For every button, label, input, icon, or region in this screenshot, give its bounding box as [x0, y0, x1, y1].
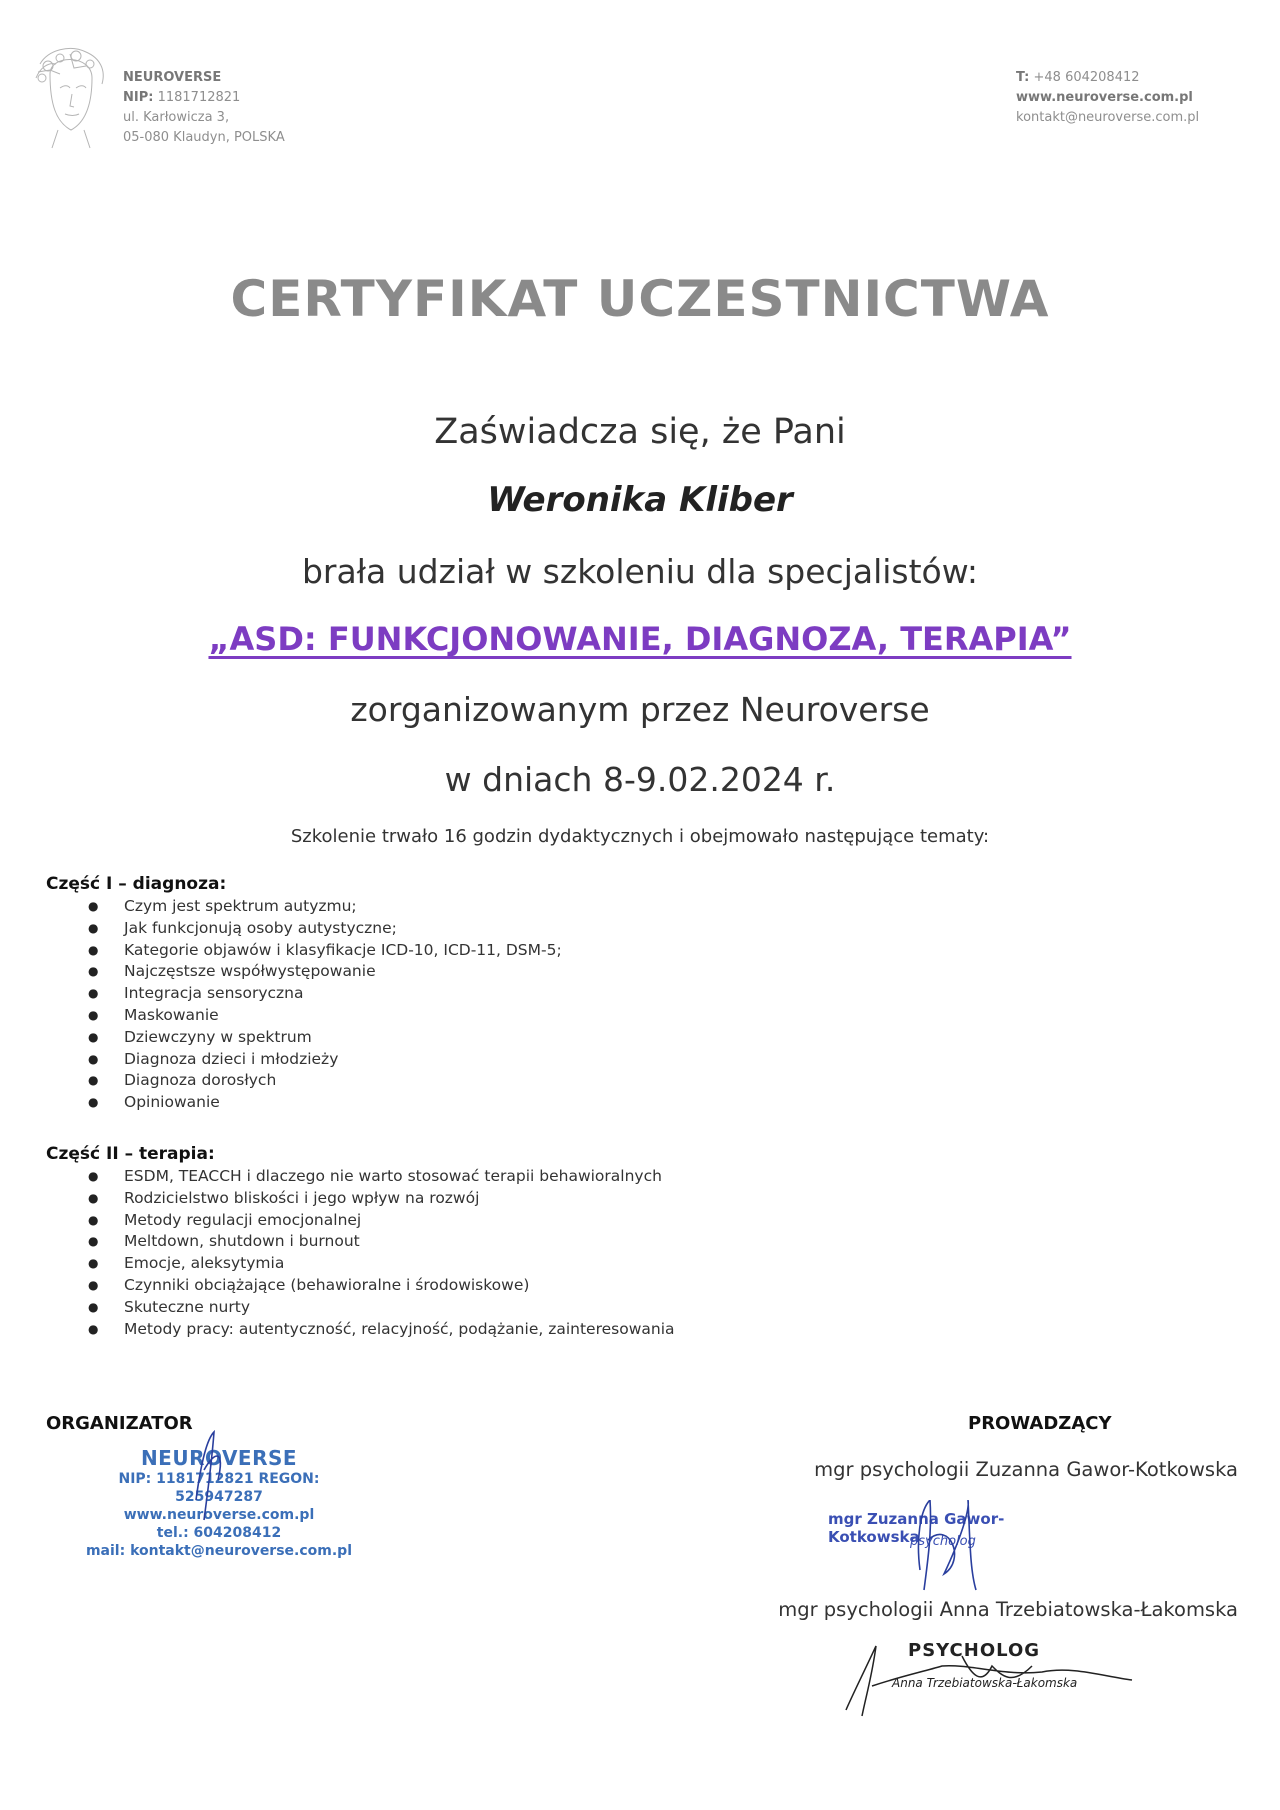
- bullet-icon: ●: [88, 986, 99, 1001]
- bullet-icon: ●: [88, 1073, 99, 1088]
- participant-name: Weronika Kliber: [487, 480, 793, 520]
- participation-line: brała udział w szkoleniu dla specjalistów:: [301, 552, 979, 591]
- stamp-line: mail: kontakt@neuroverse.com.pl: [85, 1543, 353, 1559]
- contact-email[interactable]: kontakt@neuroverse.com.pl: [1016, 110, 1200, 125]
- part-1-section: [46, 874, 946, 1114]
- list-item: ● Czynniki obciążające (behawioralne i środowiskowe): [46, 1275, 946, 1297]
- bullet-icon: ●: [88, 1051, 99, 1066]
- lead-2-stamp: [842, 1636, 1162, 1736]
- certificate-title: CERTYFIKAT UCZESTNICTWA: [230, 270, 1050, 328]
- course-title: „ASD: FUNKCJONOWANIE, DIAGNOZA, TERAPIA”: [208, 620, 1072, 658]
- summary-line: Szkolenie trwało 16 godzin dydaktycznych i obejmowało następujące tematy:: [290, 826, 990, 847]
- company-nip: NIP: 1181712821: [123, 90, 241, 105]
- bullet-icon: ●: [88, 1256, 99, 1271]
- bullet-icon: ●: [88, 1169, 99, 1183]
- bullet-icon: ●: [88, 1299, 99, 1314]
- list-item: ● Diagnoza dzieci i młodzieży: [46, 1049, 946, 1071]
- bullet-icon: ●: [88, 1212, 99, 1227]
- bullet-icon: ●: [88, 1321, 99, 1336]
- bullet-icon: ●: [88, 1190, 99, 1205]
- list-item: ● Opiniowanie: [46, 1092, 946, 1114]
- bullet-icon: ●: [88, 1029, 99, 1044]
- list-item: ● ESDM, TEACCH i dlaczego nie warto stosować terapii behawioralnych: [46, 1166, 946, 1188]
- topic-list: [46, 1166, 946, 1340]
- bullet-icon: ●: [88, 920, 99, 935]
- stamp-line: www.neuroverse.com.pl: [123, 1507, 315, 1523]
- bullet-icon: ●: [88, 1234, 99, 1249]
- part-2-section: [46, 1144, 946, 1340]
- list-item: ● Czym jest spektrum autyzmu;: [46, 896, 946, 918]
- dates-line: w dniach 8-9.02.2024 r.: [444, 760, 836, 799]
- company-name: NEUROVERSE: [123, 70, 222, 85]
- lead-1-signature-icon: [820, 1500, 1080, 1600]
- lead-1-stamp: [820, 1500, 1080, 1600]
- neuroverse-logo-icon: [30, 44, 112, 150]
- organizer-label: ORGANIZATOR: [46, 1413, 193, 1434]
- bullet-icon: ●: [88, 1095, 99, 1110]
- attestation-line: Zaświadcza się, że Pani: [434, 412, 846, 452]
- list-item: ● Kategorie objawów i klasyfikacje ICD-10, ICD-11, DSM-5;: [46, 940, 946, 962]
- company-info: [123, 68, 285, 148]
- list-item: ● Najczęstsze współwystępowanie: [46, 961, 946, 983]
- list-item: ● Integracja sensoryczna: [46, 983, 946, 1005]
- list-item: ● Dziewczyny w spektrum: [46, 1027, 946, 1049]
- list-item: ● Emocje, aleksytymia: [46, 1253, 946, 1275]
- organizer-line: zorganizowanym przez Neuroverse: [350, 690, 930, 729]
- stamp-line: NIP: 1181712821 REGON: 525947287: [118, 1471, 320, 1505]
- list-item: ● Diagnoza dorosłych: [46, 1070, 946, 1092]
- lead-1-stamp-sub: psycholog: [910, 1534, 976, 1549]
- list-item: ● Skuteczne nurty: [46, 1297, 946, 1319]
- stamp-line: tel.: 604208412: [156, 1525, 282, 1541]
- bullet-icon: ●: [88, 1277, 99, 1292]
- bullet-icon: ●: [88, 899, 99, 913]
- part-title: Część II – terapia:: [46, 1144, 215, 1164]
- list-item: ● Metody regulacji emocjonalnej: [46, 1210, 946, 1232]
- lead-2-stamp-text: PSYCHOLOG: [908, 1640, 1041, 1661]
- list-item: ● Meltdown, shutdown i burnout: [46, 1231, 946, 1253]
- part-title: Część I – diagnoza:: [46, 874, 227, 894]
- company-address-line1: ul. Karłowicza 3,: [123, 110, 230, 125]
- lead-2-name: mgr psychologii Anna Trzebiatowska-Łakomska: [778, 1598, 1238, 1621]
- lead-1-stamp-text: mgr Zuzanna Gawor-Kotkowska: [828, 1510, 1005, 1546]
- stamp-name: NEUROVERSE: [140, 1446, 298, 1470]
- bullet-icon: ●: [88, 964, 99, 979]
- bullet-icon: ●: [88, 942, 99, 957]
- lead-2-stamp-sub: Anna Trzebiatowska-Łakomska: [892, 1676, 1078, 1690]
- topic-list: [46, 896, 946, 1114]
- lead-label: PROWADZĄCY: [968, 1413, 1112, 1434]
- contact-website[interactable]: www.neuroverse.com.pl: [1016, 90, 1193, 105]
- list-item: ● Metody pracy: autentyczność, relacyjność, podążanie, zainteresowania: [46, 1319, 946, 1341]
- bullet-icon: ●: [88, 1007, 99, 1022]
- lead-1-name: mgr psychologii Zuzanna Gawor-Kotkowska: [814, 1458, 1238, 1481]
- company-address-line2: 05-080 Klaudyn, POLSKA: [123, 130, 285, 145]
- list-item: ● Rodzicielstwo bliskości i jego wpływ na rozwój: [46, 1188, 946, 1210]
- organizer-stamp: [74, 1446, 364, 1560]
- contact-phone: T: +48 604208412: [1016, 70, 1140, 85]
- list-item: ● Jak funkcjonują osoby autystyczne;: [46, 918, 946, 940]
- list-item: ● Maskowanie: [46, 1005, 946, 1027]
- contact-info: [1016, 68, 1216, 128]
- lead-2-signature-icon: [842, 1636, 1162, 1736]
